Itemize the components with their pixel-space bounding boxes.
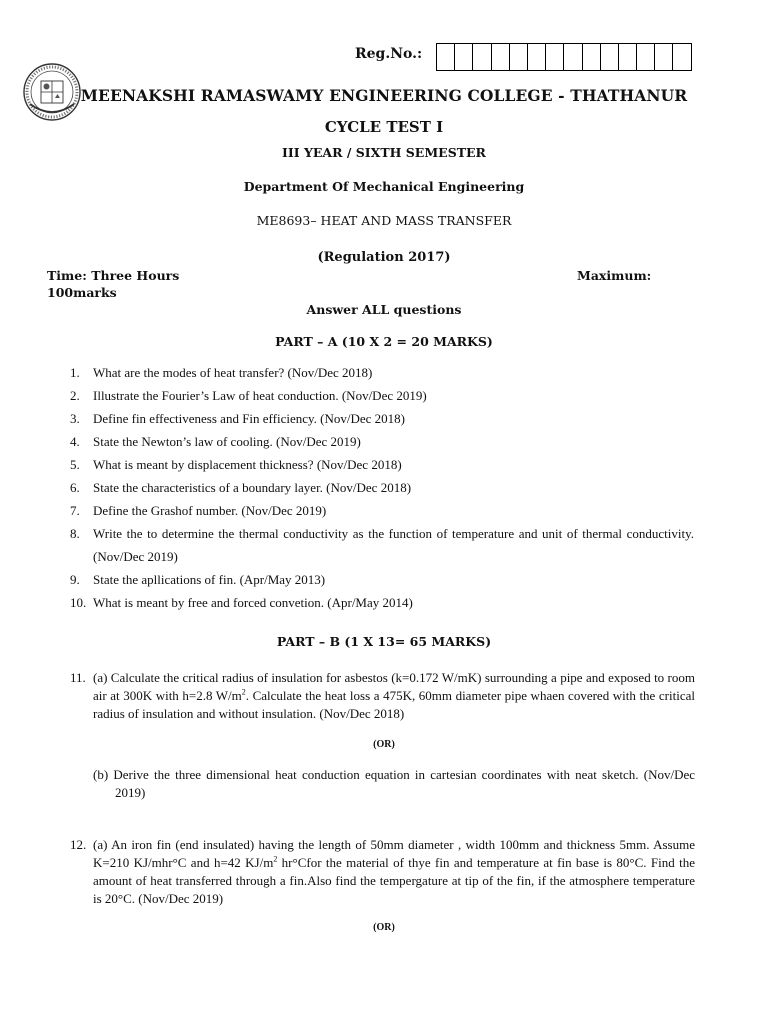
question-text: What is meant by free and forced convetion. (Apr/May 2014) <box>93 595 413 610</box>
reg-no-box <box>528 44 546 70</box>
reg-no-box <box>655 44 673 70</box>
part-b-title: PART – B (1 X 13= 65 MARKS) <box>276 634 492 649</box>
question-number: 3. <box>70 411 80 426</box>
reg-no-box <box>546 44 564 70</box>
question-11b <box>70 766 695 802</box>
part-a-question-list <box>70 361 694 614</box>
year-semester: III YEAR / SIXTH SEMESTER <box>282 145 486 160</box>
question-item <box>70 430 694 453</box>
question-number: 12. <box>70 837 87 852</box>
maximum-marks: 100marks <box>47 285 117 300</box>
question-text: What are the modes of heat transfer? (Nov/Dec 2018) <box>93 365 373 380</box>
question-item <box>70 407 694 430</box>
question-text <box>93 836 695 908</box>
reg-no-box <box>673 44 691 70</box>
reg-no-box <box>564 44 582 70</box>
reg-no-box <box>619 44 637 70</box>
time-label: Time: Three Hours <box>47 268 180 283</box>
reg-no-label: Reg.No.: <box>355 46 423 62</box>
reg-no-box <box>437 44 455 70</box>
question-number: 11. <box>70 670 86 685</box>
maximum-label: Maximum: <box>577 268 652 283</box>
question-item <box>70 384 694 407</box>
question-number: 5. <box>70 457 80 472</box>
part-a-title: PART – A (10 X 2 = 20 MARKS) <box>275 334 493 349</box>
reg-no-box <box>473 44 491 70</box>
question-text: What is meant by displacement thickness? (Nov/Dec 2018) <box>93 457 402 472</box>
question-12a <box>70 836 695 908</box>
question-text: Write the to determine the thermal conductivity as the function of temperature and unit of thermal conductivity. (Nov/Dec 2019) <box>93 526 694 564</box>
instruction: Answer ALL questions <box>306 302 462 317</box>
question-text: (b) Derive the three dimensional heat conduction equation in cartesian coordinates with neat sketch. (Nov/Dec 2019) <box>93 767 695 800</box>
question-11a <box>70 669 695 723</box>
question-text <box>93 669 695 723</box>
or-separator: (OR) <box>373 739 395 750</box>
question-text-part: hr°Cfor the material of thye fin and temperature at fin base is 80°C. Find the amount of heat transferred through a fin.Also find the tempergature at tip of the fin, if the atmosphere temperature is 20°C. (Nov/Dec 2019) <box>93 855 695 906</box>
question-text: State the apllications of fin. (Apr/May 2013) <box>93 572 326 587</box>
regulation: (Regulation 2017) <box>317 250 451 265</box>
reg-no-box <box>510 44 528 70</box>
question-item <box>70 522 694 568</box>
question-item <box>70 453 694 476</box>
reg-no-box <box>637 44 655 70</box>
question-number: 4. <box>70 434 80 449</box>
question-number: 9. <box>70 572 80 587</box>
superscript: 2 <box>273 854 278 864</box>
course-title: ME8693– HEAT AND MASS TRANSFER <box>256 213 512 228</box>
question-item <box>70 591 694 614</box>
question-text-part: (a) Calculate the critical radius of insulation for asbestos (k=0.172 W/mK) surrounding a pipe and exposed to room air at 300K with h=2.8 W/m <box>93 670 695 703</box>
or-separator: (OR) <box>373 922 395 933</box>
question-text: Illustrate the Fourier’s Law of heat conduction. (Nov/Dec 2019) <box>93 388 427 403</box>
question-number: 7. <box>70 503 80 518</box>
question-item <box>70 476 694 499</box>
question-number: 1. <box>70 365 80 380</box>
reg-no-boxes <box>436 43 692 71</box>
test-title: CYCLE TEST I <box>324 118 444 136</box>
reg-no-box <box>583 44 601 70</box>
question-text: Define fin effectiveness and Fin efficiency. (Nov/Dec 2018) <box>93 411 406 426</box>
question-number: 8. <box>70 526 80 541</box>
reg-no-box <box>492 44 510 70</box>
question-text: State the Newton’s law of cooling. (Nov/Dec 2019) <box>93 434 361 449</box>
question-number: 2. <box>70 388 80 403</box>
superscript: 2 <box>241 687 246 697</box>
department: Department Of Mechanical Engineering <box>243 179 525 194</box>
reg-no-box <box>601 44 619 70</box>
question-item <box>70 361 694 384</box>
question-item <box>70 568 694 591</box>
question-text: State the characteristics of a boundary layer. (Nov/Dec 2018) <box>93 480 412 495</box>
question-text: Define the Grashof number. (Nov/Dec 2019) <box>93 503 327 518</box>
question-text-part: . Calculate the heat loss a 475K, 60mm diameter pipe whaen covered with the critical radius of insulation and without insulation. (Nov/Dec 2018) <box>93 688 695 721</box>
college-name: MEENAKSHI RAMASWAMY ENGINEERING COLLEGE - THATHANUR <box>80 86 688 105</box>
question-text-part: (a) An iron fin (end insulated) having the length of 50mm diameter , width 100mm and thickness 5mm. Assume K=210 KJ/mhr°C and h=42 KJ/m <box>93 837 695 870</box>
question-number: 6. <box>70 480 80 495</box>
question-number: 10. <box>70 595 87 610</box>
question-item <box>70 499 694 522</box>
reg-no-box <box>455 44 473 70</box>
